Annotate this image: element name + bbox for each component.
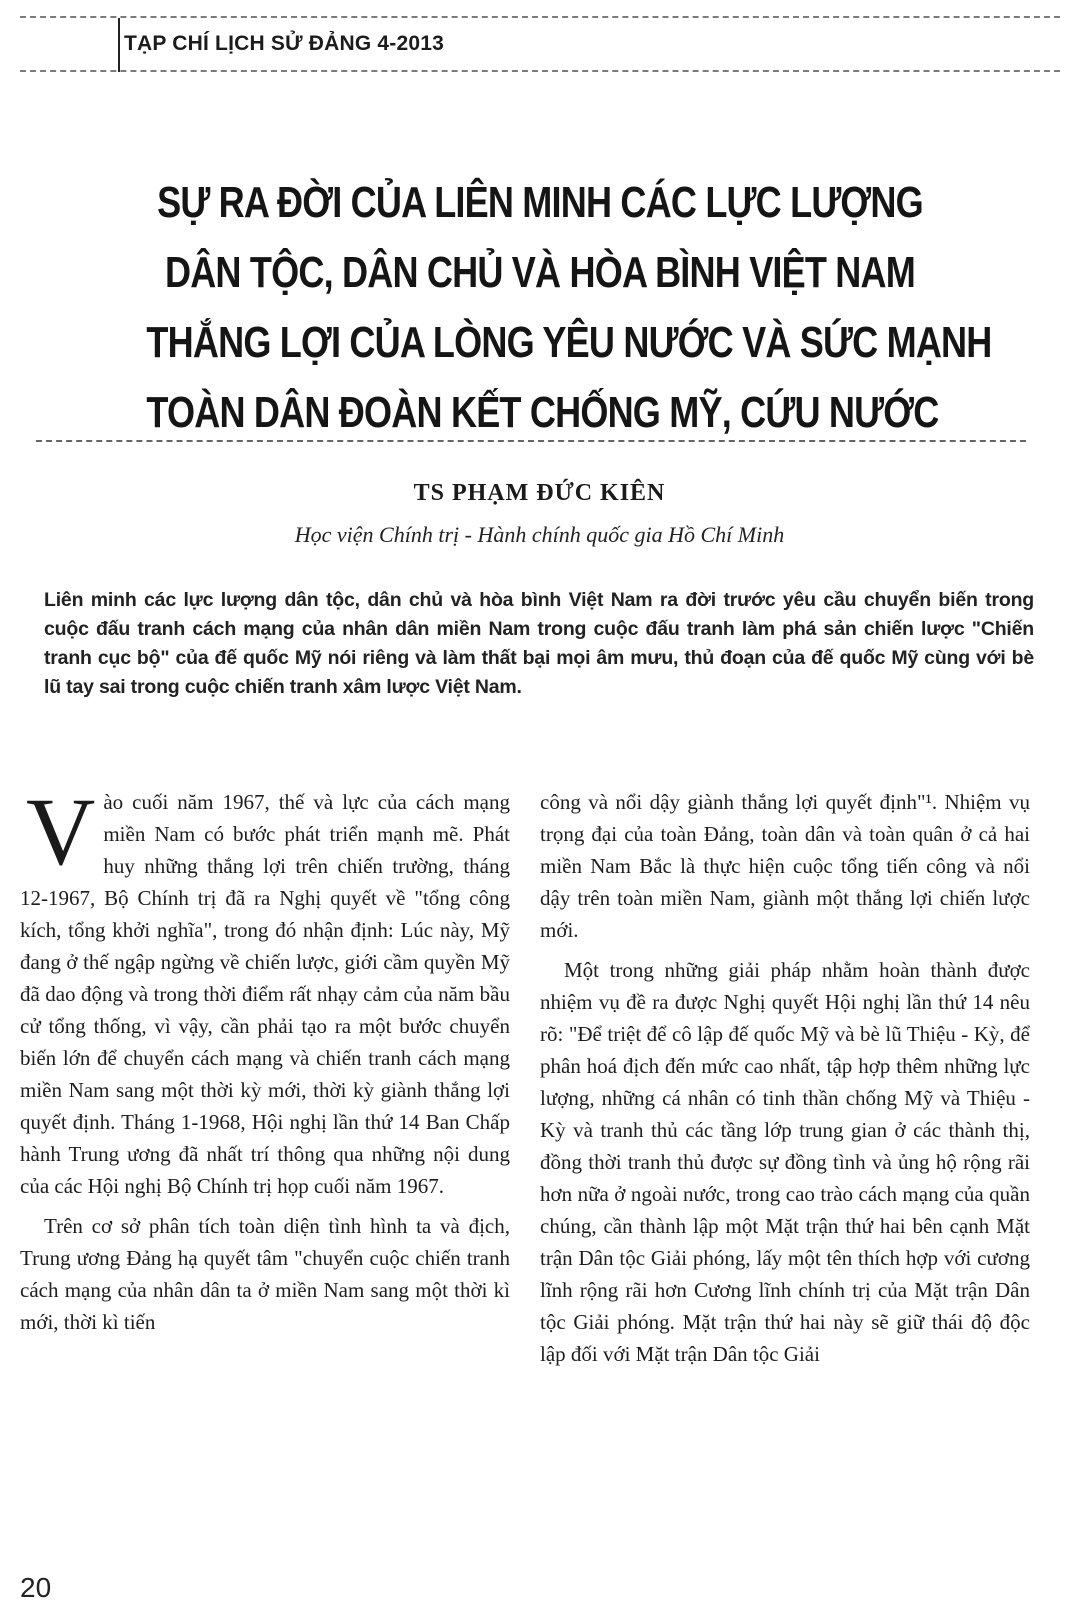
header-bottom-rule bbox=[20, 70, 1060, 72]
page-number: 20 bbox=[20, 1572, 52, 1603]
paragraph: công và nổi dậy giành thắng lợi quyết định"¹. Nhiệm vụ trọng đại của toàn Đảng, toàn dân và toàn quân ở cả hai miền Nam Bắc là thực hiện cuộc tổng tiến công và nổi dậy trên toàn miền Nam, giành một thắng lợi chiến lược mới. bbox=[540, 790, 1030, 942]
title-line-4: TOÀN DÂN ĐOÀN KẾT CHỐNG MỸ, CỨU NƯỚC bbox=[146, 388, 939, 437]
running-header bbox=[20, 14, 1060, 74]
paragraph-text: ào cuối năm 1967, thế và lực của cách mạng miền Nam có bước phát triển mạnh mẽ. Phát huy những thắng lợi trên chiến trường, tháng 12-1967, Bộ Chính trị đã ra Nghị quyết về "tổng công kích, tổng khởi nghĩa", trong đó nhận định: Lúc này, Mỹ đang ở thế ngập ngừng về chiến lược, giới cầm quyền Mỹ đã dao động và trong thời điểm rất nhạy cảm của năm bầu cử tổng thống, vì vậy, cần phải tạo ra một bước chuyển biến lớn để chuyển cách mạng và chiến tranh cách mạng miền Nam sang một thời kỳ mới, thời kỳ giành thắng lợi quyết định. Tháng 1-1968, Hội nghị lần thứ 14 Ban Chấp hành Trung ương đã nhất trí thông qua những nội dung của các Hội nghị Bộ Chính trị họp cuối năm 1967. bbox=[20, 790, 510, 1198]
paragraph: Một trong những giải pháp nhằm hoàn thành được nhiệm vụ đề ra được Nghị quyết Hội nghị lần thứ 14 nêu rõ: "Để triệt để cô lập đế quốc Mỹ và bè lũ Thiệu - Kỳ, để phân hoá địch đến mức cao nhất, tập hợp thêm những lực lượng, những cá nhân có tinh thần chống Mỹ và Thiệu - Kỳ và tranh thủ các tầng lớp trung gian ở các thành thị, đồng thời tranh thủ được sự đồng tình và ủng hộ rộng rãi hơn nữa ở ngoài nước, trong cao trào cách mạng của quần chúng, cần thành lập một Mặt trận thứ hai bên cạnh Mặt trận Dân tộc Giải phóng, lấy một tên thích hợp với cương lĩnh rộng rãi hơn Cương lĩnh chính trị của Mặt trận Dân tộc Giải phóng. Mặt trận thứ hai này sẽ giữ thái độ độc lập đối với Mặt trận Dân tộc Giải bbox=[540, 958, 1030, 1366]
body-column-right bbox=[540, 786, 1030, 1378]
journal-name: TẠP CHÍ LỊCH SỬ ĐẢNG 4-2013 bbox=[124, 32, 444, 55]
title-divider bbox=[36, 440, 1026, 442]
paragraph: Trên cơ sở phân tích toàn diện tình hình ta và địch, Trung ương Đảng hạ quyết tâm "chuyển cuộc chiến tranh cách mạng của nhân dân ta ở miền Nam sang một thời kì mới, thời kì tiến bbox=[20, 1214, 510, 1334]
article-title bbox=[60, 168, 1020, 448]
paragraph bbox=[20, 778, 510, 1202]
body-column-left bbox=[20, 778, 510, 1346]
header-top-rule bbox=[20, 16, 1060, 18]
title-line-2: DÂN TỘC, DÂN CHỦ VÀ HÒA BÌNH VIỆT NAM bbox=[164, 248, 916, 297]
header-vertical-rule bbox=[118, 18, 120, 72]
title-line-1: SỰ RA ĐỜI CỦA LIÊN MINH CÁC LỰC LƯỢNG bbox=[157, 178, 923, 227]
abstract: Liên minh các lực lượng dân tộc, dân chủ và hòa bình Việt Nam ra đời trước yêu cầu chuyển biến trong cuộc đấu tranh cách mạng của nhân dân miền Nam trong cuộc đấu tranh làm phá sản chiến lược "Chiến tranh cục bộ" của đế quốc Mỹ nói riêng và làm thất bại mọi âm mưu, thủ đoạn của đế quốc Mỹ cùng với bè lũ tay sai trong cuộc chiến tranh xâm lược Việt Nam. bbox=[44, 589, 1034, 698]
title-line-3: THẮNG LỢI CỦA LÒNG YÊU NƯỚC VÀ SỨC MẠNH bbox=[146, 318, 992, 367]
author-affiliation: Học viện Chính trị - Hành chính quốc gia Hồ Chí Minh bbox=[294, 522, 785, 547]
drop-cap: V bbox=[26, 778, 96, 885]
author-name: TS PHẠM ĐỨC KIÊN bbox=[413, 480, 666, 506]
